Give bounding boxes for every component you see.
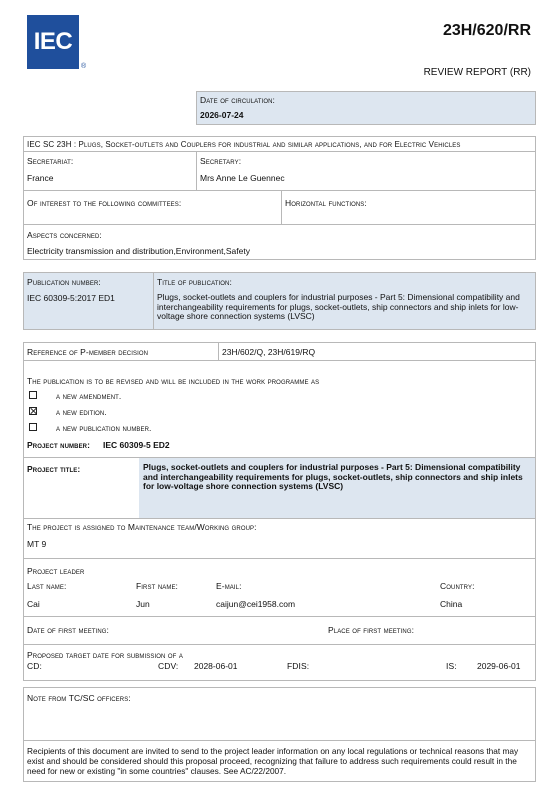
first-name-label: First name:: [136, 581, 179, 591]
email-value[interactable]: caijun@cei1958.com: [216, 599, 296, 609]
cdv-value: 2028-06-01: [194, 661, 238, 671]
publication-number-label: Publication number:: [27, 277, 101, 287]
horizontal-label: Horizontal functions:: [285, 198, 367, 208]
reference-label: Reference of P-member decision: [27, 347, 149, 357]
project-number: IEC 60309-5 ED2: [103, 440, 170, 450]
cdv-label: CDV:: [158, 661, 179, 671]
email-label: E-mail:: [216, 581, 242, 591]
interest-label: Of interest to the following committees:: [27, 198, 182, 208]
target-date-label: Proposed target date for submission of a: [27, 650, 183, 660]
secretariat-label: Secretariat:: [27, 156, 74, 166]
option-new-amendment: a new amendment.: [56, 391, 122, 401]
assigned-value: MT 9: [27, 539, 47, 549]
assigned-label: The project is assigned to Maintenance team/Working group:: [27, 522, 257, 532]
publication-number: IEC 60309-5:2017 ED1: [27, 293, 115, 303]
secretary-label: Secretary:: [200, 156, 242, 166]
checkbox-new-edition[interactable]: [29, 407, 37, 415]
publication-title: Plugs, socket-outlets and couplers for industrial purposes - Part 5: Dimensional compatibility and interchangeability requirements for plugs, socket-outlets, ship connectors and ship inlets for low-voltage shore connection systems (LVSC): [157, 292, 520, 321]
committee-title: IEC SC 23H : Plugs, Socket-outlets and Couplers for industrial and similar applications, and for Electric Vehicles: [27, 140, 461, 149]
aspects-label: Aspects concerned:: [27, 230, 102, 240]
circulation-label: Date of circulation:: [200, 95, 276, 105]
first-meeting-label: Date of first meeting:: [27, 625, 110, 635]
last-name-label: Last name:: [27, 581, 67, 591]
is-label: IS:: [446, 661, 457, 671]
checkbox-new-publication-number[interactable]: [29, 423, 37, 431]
report-type: REVIEW REPORT (RR): [423, 67, 531, 78]
option-new-publication-number: a new publication number.: [56, 423, 152, 433]
revision-statement: The publication is to be revised and will be included in the work programme as: [27, 376, 320, 386]
iec-logo: IEC: [27, 15, 79, 69]
fdis-label: FDIS:: [287, 661, 310, 671]
secretariat-value: France: [27, 173, 54, 183]
last-name-value: Cai: [27, 599, 40, 609]
option-new-edition: a new edition.: [56, 407, 107, 417]
checkbox-new-amendment[interactable]: [29, 391, 37, 399]
place-of-meeting-label: Place of first meeting:: [328, 625, 415, 635]
is-value: 2029-06-01: [477, 661, 521, 671]
reference-value: 23H/602/Q, 23H/619/RQ: [222, 347, 316, 357]
project-leader-label: Project leader: [27, 566, 85, 576]
project-title: Plugs, socket-outlets and couplers for industrial purposes - Part 5: Dimensional compatibility and interchangeability requirements for plugs, socket-outlets, ship connectors and ship inlets for low-voltage shore connection systems (LVSC): [143, 462, 523, 491]
country-value: China: [440, 599, 463, 609]
publication-title-label: Title of publication:: [157, 277, 232, 287]
secretary-value: Mrs Anne Le Guennec: [200, 173, 285, 183]
cd-label: CD:: [27, 661, 42, 671]
circulation-date: 2026-07-24: [200, 110, 244, 120]
document-reference: 23H/620/RR: [442, 22, 531, 39]
project-title-label: Project title:: [27, 464, 81, 474]
country-label: Country:: [440, 581, 475, 591]
notes-label: Note from TC/SC officers:: [27, 693, 131, 703]
recipients-note: Recipients of this document are invited to send to the project leader information on any local regulations or technical reasons that may exist and should be considered should this proposal proceed, recognizing that failure to address such requirements could result in the need for new or existing "in some countries" clauses. See AC/22/2007.: [27, 746, 519, 776]
aspects-value: Electricity transmission and distribution,Environment,Safety: [27, 246, 250, 256]
registered-mark: ®: [81, 63, 87, 70]
project-number-label: Project number:: [27, 440, 91, 450]
first-name-value: Jun: [136, 599, 150, 609]
